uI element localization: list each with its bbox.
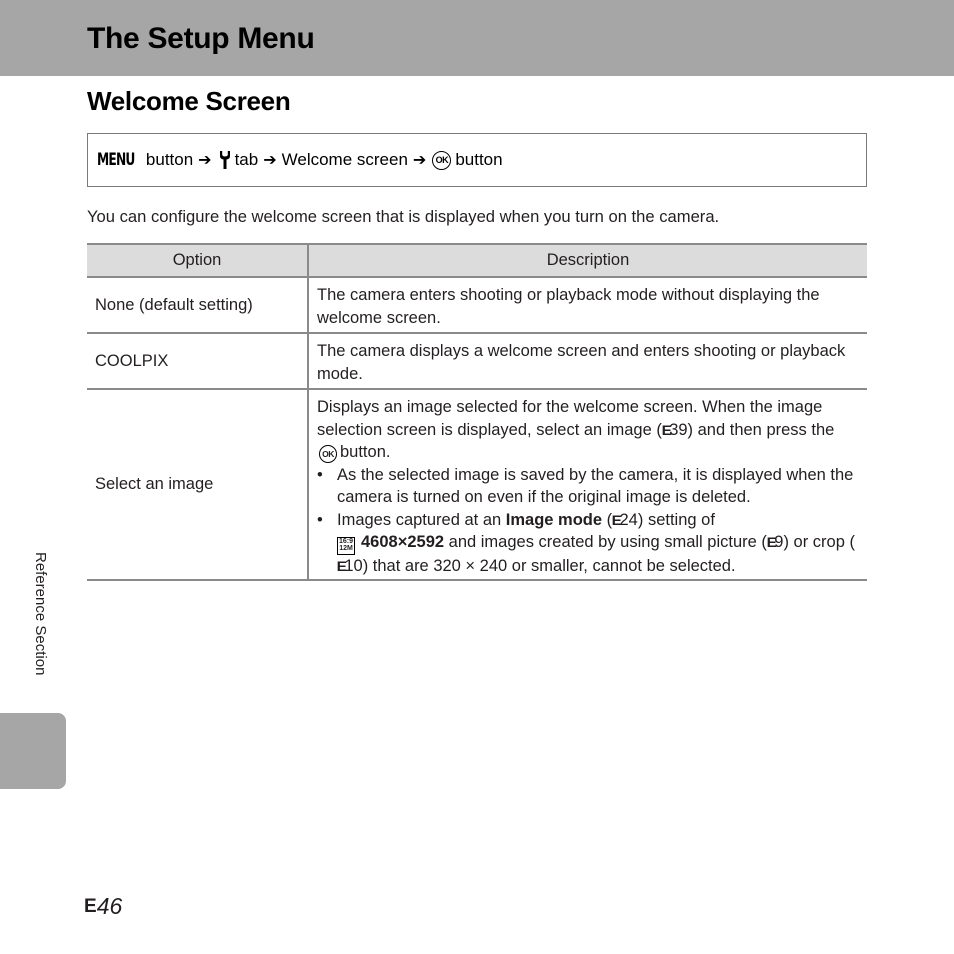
page-title: The Setup Menu <box>87 22 315 55</box>
option-cell: None (default setting) <box>87 278 309 332</box>
side-section-label: Reference Section <box>32 552 49 676</box>
header-description: Description <box>546 251 630 270</box>
ok-button-icon: OK <box>319 445 337 463</box>
nav-tab-text: tab <box>234 150 259 169</box>
image-size-icon: 16:9 12M <box>337 537 355 555</box>
description-cell: The camera displays a welcome screen and enters shooting or playback mode. <box>317 342 846 383</box>
page-number: E 46 <box>84 893 123 919</box>
reference-section-icon: E <box>611 511 620 528</box>
description-paragraph: Displays an image selected for the welcome screen. When the image selection screen is displayed, select an image (E39) and then press the OK button. <box>317 396 859 464</box>
bullet-item: • Images captured at an Image mode (E24) setting of 16:9 12M 4608×2592 and images created by using small picture (E9) or crop (E10) that are 320 × 240 or smaller, cannot be selected. <box>317 509 859 578</box>
image-mode-label: Image mode <box>505 510 603 529</box>
reference-section-icon: E <box>84 895 94 917</box>
nav-item-text: Welcome screen <box>281 150 408 169</box>
option-cell: COOLPIX <box>87 334 309 388</box>
section-title: Welcome Screen <box>87 86 291 116</box>
intro-text: You can configure the welcome screen that is displayed when you turn on the camera. <box>87 207 720 226</box>
table-row <box>87 334 867 390</box>
description-cell <box>309 390 867 579</box>
bullet-item: • As the selected image is saved by the camera, it is displayed when the camera is turned on even if the original image is deleted. <box>317 464 859 509</box>
options-table <box>87 243 867 581</box>
table-row <box>87 390 867 581</box>
wrench-icon <box>218 150 232 170</box>
ok-button-icon: OK <box>432 151 451 170</box>
description-cell: The camera enters shooting or playback mode without displaying the welcome screen. <box>317 286 820 327</box>
description-bullets <box>317 464 859 578</box>
reference-section-icon: E <box>336 557 345 574</box>
navigation-path <box>87 133 867 187</box>
nav-ok-text: button <box>455 150 503 169</box>
table-row <box>87 278 867 334</box>
arrow-right-icon: ➔ <box>263 152 277 169</box>
header-option: Option <box>87 245 309 276</box>
table-header-row <box>87 243 867 278</box>
nav-menu-text: button <box>145 150 194 169</box>
side-section-tab <box>0 713 66 789</box>
arrow-right-icon: ➔ <box>198 152 212 169</box>
reference-section-icon: E <box>766 534 775 550</box>
arrow-right-icon: ➔ <box>412 152 427 169</box>
image-size-value: 4608×2592 <box>361 533 445 551</box>
option-cell: Select an image <box>87 390 309 579</box>
menu-button-icon: MENU <box>97 150 135 170</box>
reference-section-icon: E <box>661 421 670 438</box>
